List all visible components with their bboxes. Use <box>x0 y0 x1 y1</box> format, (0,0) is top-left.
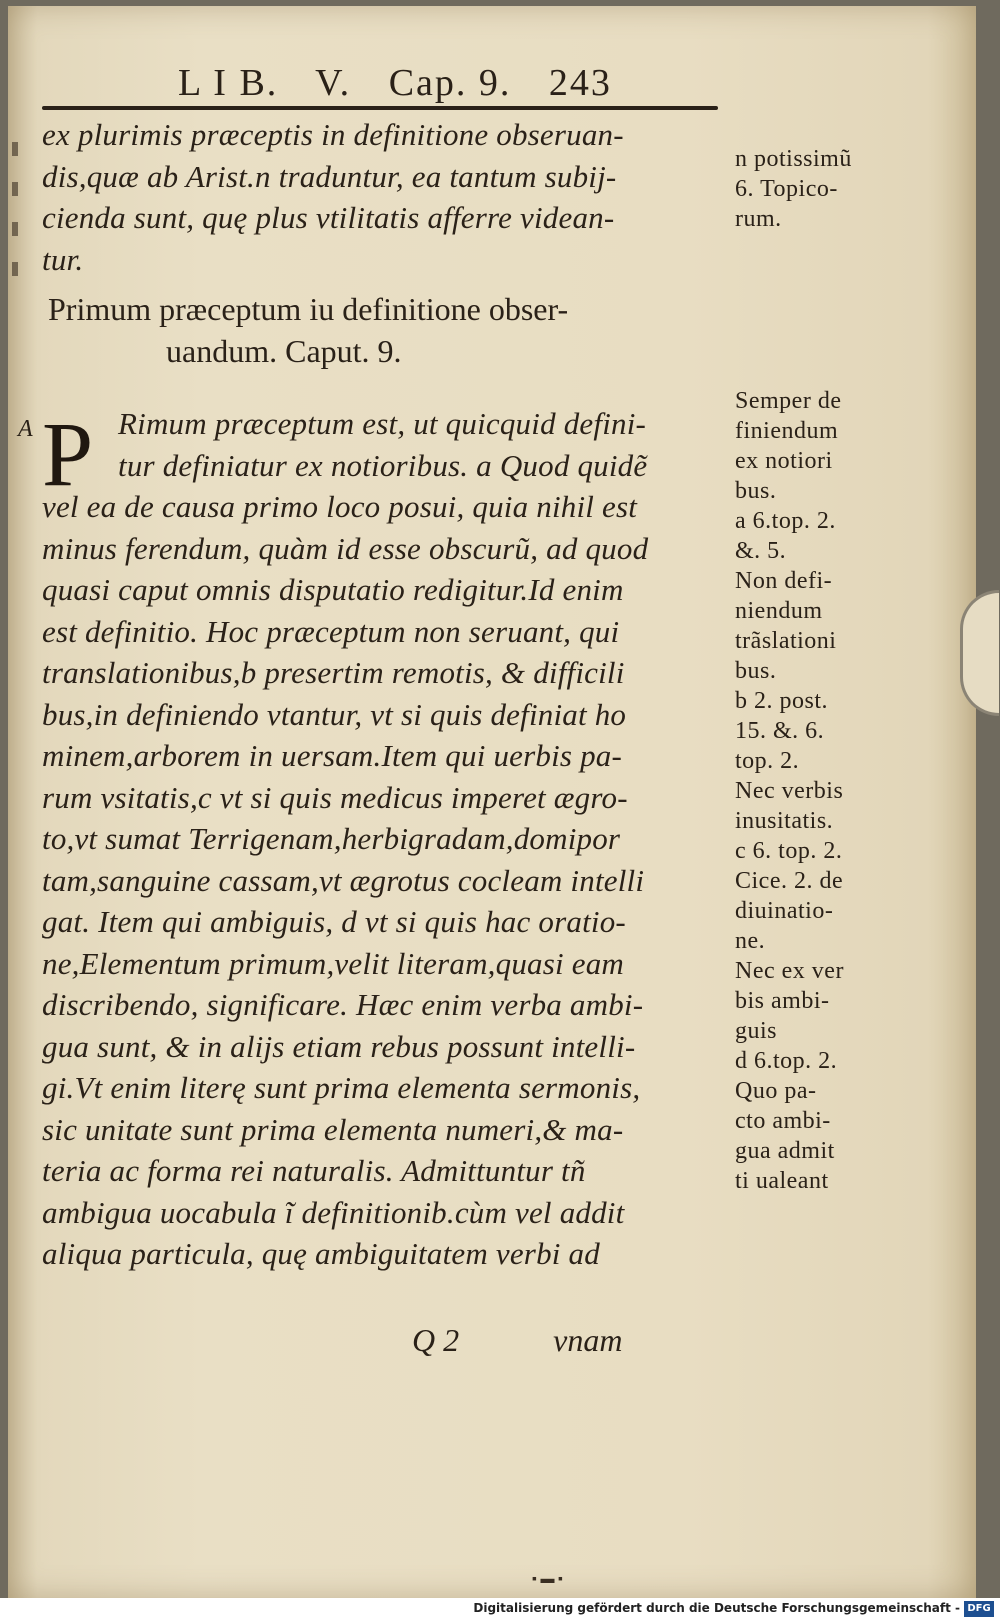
text-line: to,vt sumat Terrigenam,herbigradam,domipor <box>42 821 621 856</box>
margin-note: &. 5. <box>735 538 787 564</box>
text-line: tam,sanguine cassam,vt ægrotus cocleam intelli <box>42 862 645 898</box>
margin-note: n potissimũ <box>735 146 852 172</box>
body-text-block <box>42 403 648 1275</box>
margin-note: bis ambi- <box>735 988 830 1014</box>
head-rule <box>42 106 718 110</box>
margin-notes-top <box>735 144 905 234</box>
margin-note: top. 2. <box>735 748 800 774</box>
text-line: est definitio. Hoc præceptum non seruant, qui <box>42 613 620 649</box>
text-line: gi.Vt enim literę sunt prima elementa sermonis, <box>42 1070 641 1105</box>
page-edge-marks: ▪ ▬ ▪ <box>532 1572 563 1587</box>
text-line: cienda sunt, quę plus vtilitatis afferre videan- <box>42 200 615 235</box>
text-line: tur. <box>42 241 84 277</box>
running-head-number: V. <box>315 62 352 104</box>
margin-note: 6. Topico- <box>735 176 838 202</box>
running-head-book: L I B. <box>178 62 279 104</box>
margin-note: diuinatio- <box>735 898 834 924</box>
gutter-letter: A <box>18 416 33 442</box>
margin-note: inusitatis. <box>735 808 834 834</box>
margin-note: trãslationi <box>735 628 837 654</box>
text-line: quasi caput omnis disputatio redigitur.Id enim <box>42 572 624 607</box>
page-number: 243 <box>548 62 612 104</box>
chapter-heading-line2: uandum. Caput. 9. <box>166 333 402 369</box>
margin-note: Cice. 2. de <box>735 868 844 894</box>
margin-note: Semper de <box>735 388 842 414</box>
margin-note: 15. &. 6. <box>735 718 825 744</box>
drop-cap: P <box>42 403 94 505</box>
dfg-logo-icon: DFG <box>964 1601 994 1617</box>
text-line: rum vsitatis,c vt si quis medicus imperet ægro- <box>42 779 628 815</box>
text-line: gat. Item qui ambiguis, d vt si quis hac oratio- <box>42 904 626 939</box>
signature-mark: Q 2 <box>412 1322 460 1358</box>
chapter-heading-line1: Primum præceptum iu definitione obser- <box>48 291 569 327</box>
margin-note: finiendum <box>735 418 839 444</box>
chapter-heading <box>48 288 698 372</box>
margin-note: Nec verbis <box>735 778 844 804</box>
text-line: tur definiatur ex notioribus. a Quod quidẽ <box>118 447 648 483</box>
footer-credit: Digitalisierung gefördert durch die Deutsche Forschungsgemeinschaft - <box>473 1601 960 1615</box>
book-clasp <box>960 590 999 716</box>
margin-note: c 6. top. 2. <box>735 838 843 864</box>
text-line: minus ferendum, quàm id esse obscurũ, ad quod <box>42 530 649 566</box>
margin-note: ne. <box>735 928 766 954</box>
catchword: vnam <box>553 1322 623 1358</box>
margin-notes <box>735 386 905 1196</box>
margin-note: niendum <box>735 598 823 624</box>
text-line: discribendo, significare. Hæc enim verba ambi- <box>42 987 644 1022</box>
margin-note: ex notiori <box>735 448 833 474</box>
running-head-chapter: Cap. 9. <box>388 62 512 104</box>
margin-note: ti ualeant <box>735 1168 829 1194</box>
signature-line <box>412 1322 708 1359</box>
footer-bar <box>0 1598 1000 1621</box>
margin-note: bus. <box>735 658 777 684</box>
text-line: minem,arborem in uersam.Item qui uerbis pa- <box>42 738 623 773</box>
text-line: dis,quæ ab Arist.n traduntur, ea tantum subij- <box>42 158 617 194</box>
margin-note: a 6.top. 2. <box>735 508 836 534</box>
margin-note: Nec ex ver <box>735 958 844 984</box>
text-line: ne,Elementum primum,velit literam,quasi eam <box>42 945 624 981</box>
margin-note: Non defi- <box>735 568 833 594</box>
text-line: aliqua particula, quę ambiguitatem verbi ad <box>42 1236 600 1271</box>
text-line: teria ac forma rei naturalis. Admittuntur tñ <box>42 1153 586 1188</box>
text-line: Rimum præceptum est, ut quicquid defini- <box>118 406 647 441</box>
text-line: translationibus,b presertim remotis, & difficili <box>42 655 625 690</box>
margin-note: gua admit <box>735 1138 835 1164</box>
text-line: bus,in definiendo vtantur, vt si quis definiat ho <box>42 696 627 732</box>
top-text-block <box>42 114 624 280</box>
text-line: sic unitate sunt prima elementa numeri,& ma- <box>42 1111 624 1147</box>
margin-note: guis <box>735 1018 778 1044</box>
text-line: ambigua uocabula ĩ definitionib.cùm vel addit <box>42 1194 625 1230</box>
text-line: gua sunt, & in alijs etiam rebus possunt intelli- <box>42 1028 636 1064</box>
book-page <box>8 6 976 1598</box>
margin-note: b 2. post. <box>735 688 829 714</box>
margin-note: cto ambi- <box>735 1108 831 1134</box>
margin-note: d 6.top. 2. <box>735 1048 838 1074</box>
gutter-shadow-marks <box>8 116 26 276</box>
text-line: vel ea de causa primo loco posui, quia nihil est <box>42 489 638 524</box>
running-head <box>178 61 638 105</box>
margin-note: rum. <box>735 206 782 232</box>
margin-note: Quo pa- <box>735 1078 817 1104</box>
text-line: ex plurimis præceptis in definitione obseruan- <box>42 117 624 152</box>
margin-note: bus. <box>735 478 777 504</box>
